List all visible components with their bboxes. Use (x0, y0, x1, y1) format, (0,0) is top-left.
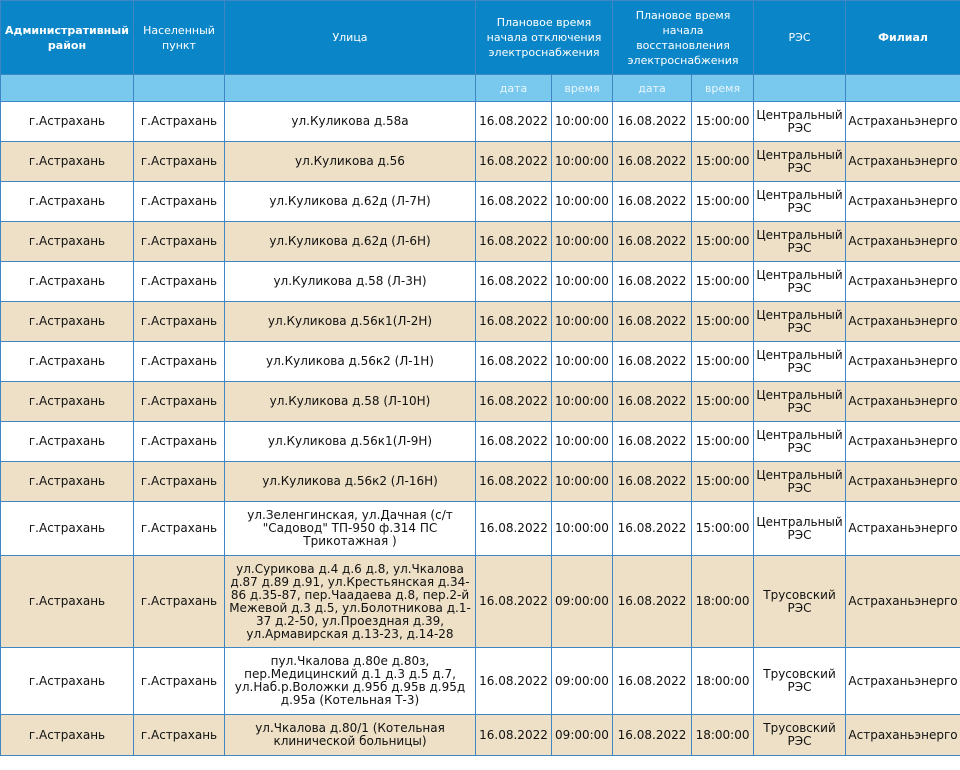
cell-on-time: 15:00:00 (692, 182, 754, 222)
cell-off-date: 16.08.2022 (476, 102, 552, 142)
cell-district: г.Астрахань (1, 556, 134, 648)
cell-on-time: 15:00:00 (692, 222, 754, 262)
cell-off-time: 09:00:00 (552, 556, 613, 648)
cell-branch: Астраханьэнерго (846, 556, 960, 648)
header-admin-district: Административный район (1, 1, 134, 75)
cell-on-date: 16.08.2022 (613, 382, 692, 422)
table-row (1, 648, 960, 715)
cell-off-date: 16.08.2022 (476, 302, 552, 342)
cell-district: г.Астрахань (1, 648, 134, 715)
cell-res: Центральный РЭС (754, 182, 846, 222)
cell-on-date: 16.08.2022 (613, 302, 692, 342)
cell-district: г.Астрахань (1, 142, 134, 182)
table-row (1, 302, 960, 342)
cell-on-time: 18:00:00 (692, 556, 754, 648)
subheader-on-time: время (692, 75, 754, 102)
cell-district: г.Астрахань (1, 302, 134, 342)
cell-off-time: 10:00:00 (552, 422, 613, 462)
cell-street: ул.Чкалова д.80/1 (Котельная клинической больницы) (225, 715, 476, 756)
cell-on-date: 16.08.2022 (613, 222, 692, 262)
cell-off-date: 16.08.2022 (476, 462, 552, 502)
table-row (1, 262, 960, 302)
cell-district: г.Астрахань (1, 382, 134, 422)
table-row (1, 556, 960, 648)
cell-district: г.Астрахань (1, 102, 134, 142)
cell-on-date: 16.08.2022 (613, 502, 692, 556)
cell-res: Центральный РЭС (754, 502, 846, 556)
table-row (1, 715, 960, 756)
cell-on-date: 16.08.2022 (613, 648, 692, 715)
cell-on-time: 15:00:00 (692, 422, 754, 462)
cell-district: г.Астрахань (1, 422, 134, 462)
cell-on-time: 15:00:00 (692, 502, 754, 556)
cell-res: Трусовский РЭС (754, 715, 846, 756)
cell-off-time: 09:00:00 (552, 715, 613, 756)
cell-locality: г.Астрахань (134, 182, 225, 222)
cell-branch: Астраханьэнерго (846, 648, 960, 715)
cell-on-time: 18:00:00 (692, 715, 754, 756)
cell-locality: г.Астрахань (134, 262, 225, 302)
table-row (1, 142, 960, 182)
cell-street: ул.Куликова д.58 (Л-10Н) (225, 382, 476, 422)
cell-branch: Астраханьэнерго (846, 382, 960, 422)
cell-off-date: 16.08.2022 (476, 422, 552, 462)
cell-off-time: 10:00:00 (552, 302, 613, 342)
cell-locality: г.Астрахань (134, 382, 225, 422)
cell-branch: Астраханьэнерго (846, 182, 960, 222)
cell-street: ул.Куликова д.62д (Л-6Н) (225, 222, 476, 262)
cell-res: Центральный РЭС (754, 102, 846, 142)
header-planned-off: Плановое время начала отключения электроснабжения (476, 1, 613, 75)
cell-street: ул.Зеленгинская, ул.Дачная (с/т "Садовод" ТП-950 ф.314 ПС Трикотажная ) (225, 502, 476, 556)
table-row (1, 462, 960, 502)
cell-district: г.Астрахань (1, 715, 134, 756)
cell-street: ул.Куликова д.58а (225, 102, 476, 142)
cell-district: г.Астрахань (1, 262, 134, 302)
cell-res: Трусовский РЭС (754, 556, 846, 648)
cell-street: ул.Куликова д.62д (Л-7Н) (225, 182, 476, 222)
cell-branch: Астраханьэнерго (846, 422, 960, 462)
cell-locality: г.Астрахань (134, 342, 225, 382)
cell-off-time: 10:00:00 (552, 342, 613, 382)
cell-off-time: 10:00:00 (552, 262, 613, 302)
cell-on-date: 16.08.2022 (613, 556, 692, 648)
cell-off-date: 16.08.2022 (476, 222, 552, 262)
cell-res: Центральный РЭС (754, 142, 846, 182)
cell-branch: Астраханьэнерго (846, 302, 960, 342)
cell-res: Центральный РЭС (754, 382, 846, 422)
cell-on-date: 16.08.2022 (613, 422, 692, 462)
cell-district: г.Астрахань (1, 182, 134, 222)
subheader-blank (754, 75, 846, 102)
cell-locality: г.Астрахань (134, 422, 225, 462)
table-row (1, 182, 960, 222)
cell-street: ул.Куликова д.56к2 (Л-16Н) (225, 462, 476, 502)
cell-on-time: 15:00:00 (692, 102, 754, 142)
header-branch: Филиал (846, 1, 960, 75)
cell-off-time: 10:00:00 (552, 382, 613, 422)
cell-off-date: 16.08.2022 (476, 648, 552, 715)
cell-locality: г.Астрахань (134, 102, 225, 142)
table-row (1, 422, 960, 462)
subheader-on-date: дата (613, 75, 692, 102)
cell-on-time: 15:00:00 (692, 142, 754, 182)
cell-res: Центральный РЭС (754, 222, 846, 262)
cell-district: г.Астрахань (1, 222, 134, 262)
subheader-blank (225, 75, 476, 102)
table-row (1, 222, 960, 262)
cell-locality: г.Астрахань (134, 302, 225, 342)
cell-off-time: 10:00:00 (552, 182, 613, 222)
table-row (1, 102, 960, 142)
cell-branch: Астраханьэнерго (846, 342, 960, 382)
table-row (1, 502, 960, 556)
cell-off-time: 10:00:00 (552, 102, 613, 142)
cell-on-date: 16.08.2022 (613, 182, 692, 222)
cell-off-time: 10:00:00 (552, 462, 613, 502)
cell-off-date: 16.08.2022 (476, 262, 552, 302)
cell-locality: г.Астрахань (134, 462, 225, 502)
cell-district: г.Астрахань (1, 342, 134, 382)
cell-street: ул.Куликова д.58 (Л-3Н) (225, 262, 476, 302)
cell-branch: Астраханьэнерго (846, 222, 960, 262)
cell-off-date: 16.08.2022 (476, 382, 552, 422)
cell-res: Центральный РЭС (754, 342, 846, 382)
cell-on-time: 15:00:00 (692, 342, 754, 382)
cell-district: г.Астрахань (1, 462, 134, 502)
header-locality: Населенный пункт (134, 1, 225, 75)
cell-branch: Астраханьэнерго (846, 102, 960, 142)
subheader-blank (1, 75, 134, 102)
header-res: РЭС (754, 1, 846, 75)
header-row (1, 1, 960, 75)
table-row (1, 382, 960, 422)
cell-on-time: 15:00:00 (692, 302, 754, 342)
cell-locality: г.Астрахань (134, 715, 225, 756)
cell-district: г.Астрахань (1, 502, 134, 556)
cell-off-date: 16.08.2022 (476, 182, 552, 222)
cell-on-date: 16.08.2022 (613, 142, 692, 182)
cell-branch: Астраханьэнерго (846, 262, 960, 302)
cell-off-time: 10:00:00 (552, 502, 613, 556)
table-row (1, 342, 960, 382)
cell-res: Центральный РЭС (754, 302, 846, 342)
cell-res: Трусовский РЭС (754, 648, 846, 715)
cell-locality: г.Астрахань (134, 142, 225, 182)
cell-locality: г.Астрахань (134, 648, 225, 715)
subheader-blank (134, 75, 225, 102)
cell-off-time: 09:00:00 (552, 648, 613, 715)
cell-street: ул.Сурикова д.4 д.6 д.8, ул.Чкалова д.87 д.89 д.91, ул.Крестьянская д.34-86 д.35-87, пер.Чаадаева д.8, пер.2-й Межевой д.3 д.5, ул.Болотникова д.1-37 д.2-50, ул.Проездная д.39, ул.Армавирская д.13-23, д.14-28 (225, 556, 476, 648)
header-planned-on: Плановое время начала восстановления электроснабжения (613, 1, 754, 75)
cell-branch: Астраханьэнерго (846, 142, 960, 182)
header-street: Улица (225, 1, 476, 75)
cell-off-time: 10:00:00 (552, 222, 613, 262)
cell-off-date: 16.08.2022 (476, 142, 552, 182)
table-body (1, 102, 960, 756)
cell-on-time: 15:00:00 (692, 462, 754, 502)
cell-off-time: 10:00:00 (552, 142, 613, 182)
cell-street: ул.Куликова д.56 (225, 142, 476, 182)
cell-on-time: 15:00:00 (692, 262, 754, 302)
cell-off-date: 16.08.2022 (476, 502, 552, 556)
subheader-off-date: дата (476, 75, 552, 102)
cell-branch: Астраханьэнерго (846, 462, 960, 502)
subheader-row (1, 75, 960, 102)
cell-street: пул.Чкалова д.80е д.80з, пер.Медицинский д.1 д.3 д.5 д.7, ул.Наб.р.Воложки д.95б д.95в д.95д д.95а (Котельная Т-3) (225, 648, 476, 715)
cell-off-date: 16.08.2022 (476, 556, 552, 648)
cell-locality: г.Астрахань (134, 502, 225, 556)
cell-street: ул.Куликова д.56к1(Л-2Н) (225, 302, 476, 342)
cell-off-date: 16.08.2022 (476, 715, 552, 756)
cell-locality: г.Астрахань (134, 222, 225, 262)
cell-on-time: 15:00:00 (692, 382, 754, 422)
cell-street: ул.Куликова д.56к1(Л-9Н) (225, 422, 476, 462)
cell-branch: Астраханьэнерго (846, 715, 960, 756)
cell-on-date: 16.08.2022 (613, 262, 692, 302)
cell-off-date: 16.08.2022 (476, 342, 552, 382)
cell-locality: г.Астрахань (134, 556, 225, 648)
cell-res: Центральный РЭС (754, 262, 846, 302)
cell-on-time: 18:00:00 (692, 648, 754, 715)
cell-on-date: 16.08.2022 (613, 102, 692, 142)
cell-res: Центральный РЭС (754, 422, 846, 462)
subheader-blank (846, 75, 960, 102)
subheader-off-time: время (552, 75, 613, 102)
cell-on-date: 16.08.2022 (613, 462, 692, 502)
cell-res: Центральный РЭС (754, 462, 846, 502)
cell-street: ул.Куликова д.56к2 (Л-1Н) (225, 342, 476, 382)
cell-branch: Астраханьэнерго (846, 502, 960, 556)
cell-on-date: 16.08.2022 (613, 715, 692, 756)
cell-on-date: 16.08.2022 (613, 342, 692, 382)
